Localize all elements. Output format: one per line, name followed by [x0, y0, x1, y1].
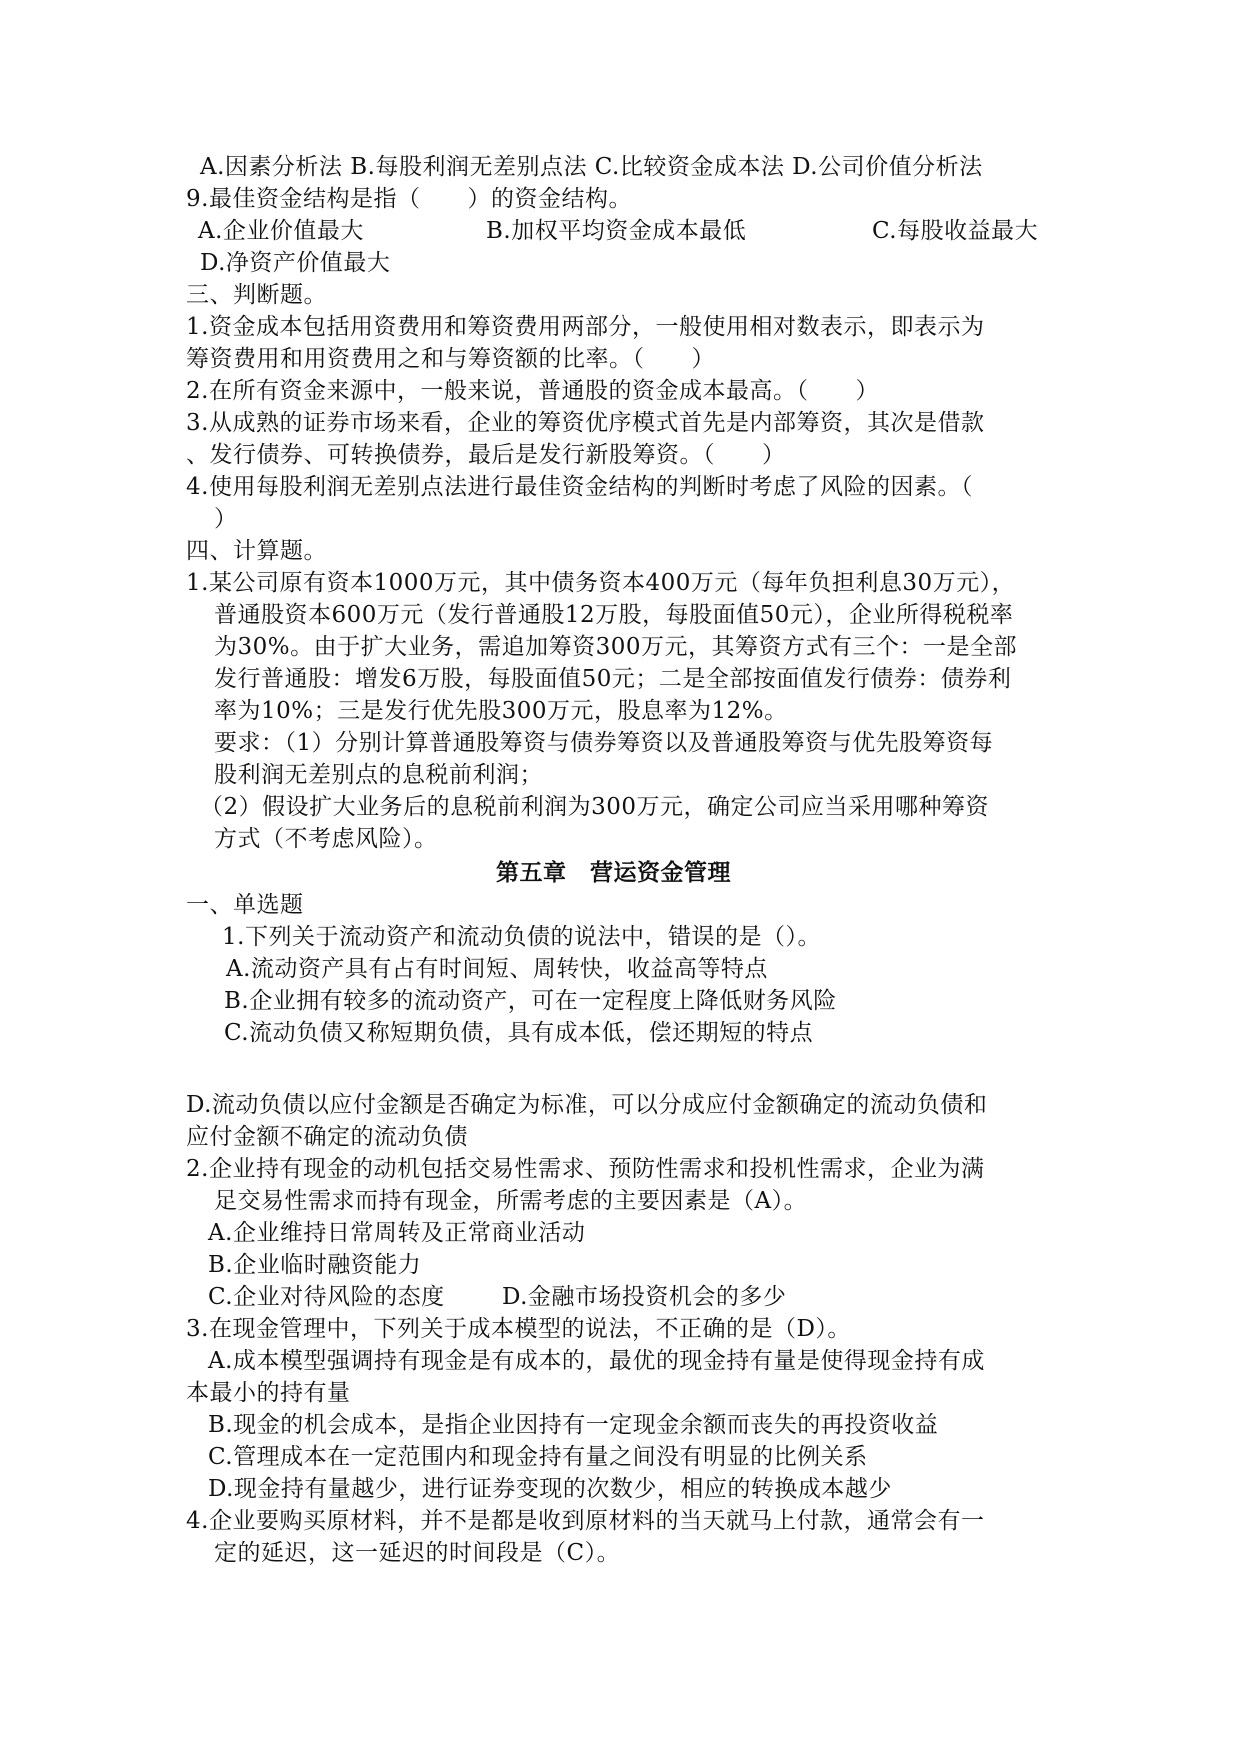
mc-3-stem: 3.在现金管理中，下列关于成本模型的说法，不正确的是（D）。 — [186, 1316, 851, 1342]
calc-1-line8: （2）假设扩大业务后的息税前利润为300万元，确定公司应当采用哪种筹资 — [200, 794, 990, 820]
mc-1-option-a: A.流动资产具有占有时间短、周转快，收益高等特点 — [226, 956, 768, 982]
calc-1-line9: 方式（不考虑风险）。 — [214, 826, 438, 852]
chapter-title: 第五章 营运资金管理 — [496, 859, 731, 886]
mc-1-stem: 1.下列关于流动资产和流动负债的说法中，错误的是（）。 — [222, 924, 821, 950]
mc-1-option-d-line1: D.流动负债以应付金额是否确定为标准，可以分成应付金额确定的流动负债和 — [186, 1092, 988, 1118]
calc-1-line1: 1.某公司原有资本1000万元，其中债务资本400万元（每年负担利息30万元）， — [186, 570, 1016, 596]
mc-2-option-a: A.企业维持日常周转及正常商业活动 — [208, 1220, 586, 1246]
judgement-3-line1: 3.从成熟的证券市场来看，企业的筹资优序模式首先是内部筹资，其次是借款 — [186, 410, 985, 436]
mc-3-option-d: D.现金持有量越少，进行证券变现的次数少，相应的转换成本越少 — [208, 1476, 892, 1502]
judgement-4-line2: ） — [214, 506, 238, 532]
mc-1-option-b: B.企业拥有较多的流动资产，可在一定程度上降低财务风险 — [224, 988, 837, 1014]
mc-1-option-d-line2: 应付金额不确定的流动负债 — [186, 1124, 468, 1150]
mc-4-line2: 定的延迟，这一延迟的时间段是（C）。 — [214, 1540, 621, 1566]
judgement-1-line2: 筹资费用和用资费用之和与筹资额的比率。（ ） — [186, 346, 715, 372]
mc-2-option-b: B.企业临时融资能力 — [208, 1252, 422, 1278]
q9-stem: 9.最佳资金结构是指（ ）的资金结构。 — [186, 186, 632, 212]
mc-2-option-c: C.企业对待风险的态度 — [208, 1284, 445, 1310]
calc-1-line4: 发行普通股：增发6万股，每股面值50元；二是全部按面值发行债券：债券利 — [214, 666, 1012, 692]
q8-options: A.因素分析法 B.每股利润无差别点法 C.比较资金成本法 D.公司价值分析法 — [200, 154, 983, 180]
section-calc-title: 四、计算题。 — [186, 538, 327, 564]
mc-3-option-c: C.管理成本在一定范围内和现金持有量之间没有明显的比例关系 — [208, 1444, 868, 1470]
mc-1-option-c: C.流动负债又称短期负债，具有成本低，偿还期短的特点 — [224, 1020, 814, 1046]
calc-1-line5: 率为10%；三是发行优先股300万元，股息率为12%。 — [214, 698, 788, 724]
mc-3-option-a-line1: A.成本模型强调持有现金是有成本的，最优的现金持有量是使得现金持有成 — [208, 1348, 985, 1374]
judgement-4-line1: 4.使用每股利润无差别点法进行最佳资金结构的判断时考虑了风险的因素。（ — [186, 474, 973, 500]
judgement-2: 2.在所有资金来源中，一般来说，普通股的资金成本最高。（ ） — [186, 378, 879, 404]
judgement-3-line2: 、发行债券、可转换债券，最后是发行新股筹资。（ ） — [186, 442, 786, 468]
section-single-choice-title: 一、单选题 — [186, 892, 304, 918]
mc-3-option-b: B.现金的机会成本，是指企业因持有一定现金余额而丧失的再投资收益 — [208, 1412, 939, 1438]
judgement-1-line1: 1.资金成本包括用资费用和筹资费用两部分，一般使用相对数表示，即表示为 — [186, 314, 985, 340]
calc-1-line7: 股利润无差别点的息税前利润； — [214, 762, 543, 788]
q9-option-c: C.每股收益最大 — [872, 218, 1039, 244]
calc-1-line3: 为30%。由于扩大业务，需追加筹资300万元，其筹资方式有三个：一是全部 — [214, 634, 1018, 660]
mc-2-line2: 足交易性需求而持有现金，所需考虑的主要因素是（A）。 — [214, 1188, 808, 1214]
q9-option-b: B.加权平均资金成本最低 — [486, 218, 747, 244]
q9-option-d: D.净资产价值最大 — [200, 250, 391, 276]
q9-option-a: A.企业价值最大 — [198, 218, 364, 244]
mc-3-option-a-line2: 本最小的持有量 — [186, 1380, 351, 1406]
calc-1-line2: 普通股资本600万元（发行普通股12万股，每股面值50元），企业所得税税率 — [214, 602, 1014, 628]
mc-2-option-d: D.金融市场投资机会的多少 — [502, 1284, 787, 1310]
mc-4-line1: 4.企业要购买原材料，并不是都是收到原材料的当天就马上付款，通常会有一 — [186, 1508, 985, 1534]
calc-1-line6: 要求：（1）分别计算普通股筹资与债券筹资以及普通股筹资与优先股筹资每 — [214, 730, 994, 756]
mc-2-line1: 2.企业持有现金的动机包括交易性需求、预防性需求和投机性需求，企业为满 — [186, 1156, 985, 1182]
section-judgement-title: 三、判断题。 — [186, 282, 327, 308]
